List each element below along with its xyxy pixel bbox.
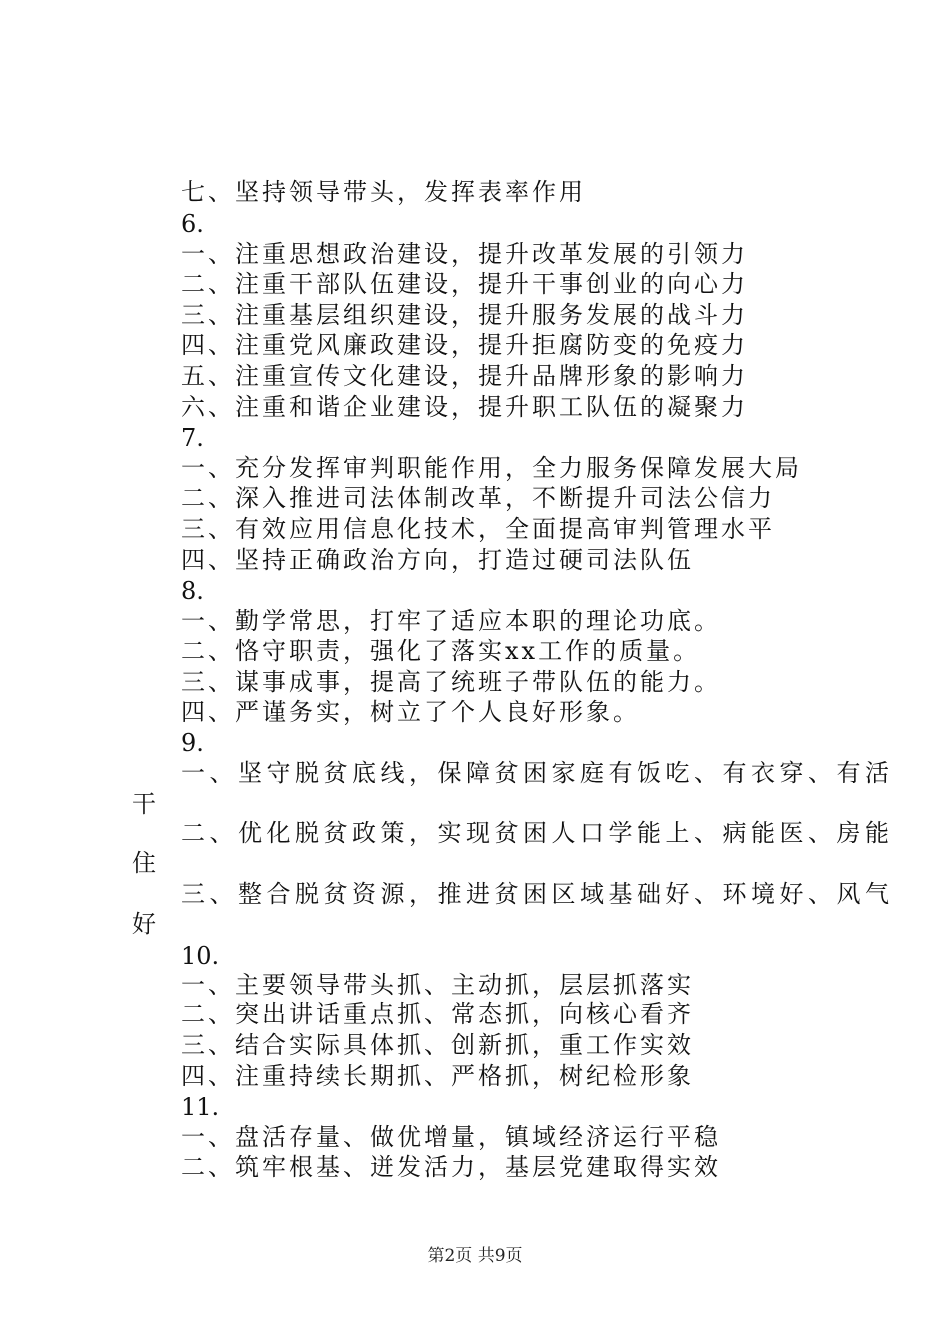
- section-number: 10.: [181, 942, 220, 970]
- text-line: 五、注重宣传文化建设，提升品牌形象的影响力: [181, 362, 748, 390]
- text-line: 一、注重思想政治建设，提升改革发展的引领力: [181, 240, 748, 268]
- text-line: 二、恪守职责，强化了落实xx工作的质量。: [181, 637, 701, 665]
- section-number: 9.: [181, 729, 204, 757]
- text-line: 三、有效应用信息化技术，全面提高审判管理水平: [181, 515, 775, 543]
- text-line: 二、注重干部队伍建设，提升干事创业的向心力: [181, 270, 748, 298]
- text-line: 二、优化脱贫政策，实现贫困人口学能上、病能医、房能: [181, 819, 894, 847]
- section-number: 11.: [181, 1093, 220, 1121]
- text-line: 二、筑牢根基、迸发活力，基层党建取得实效: [181, 1153, 721, 1181]
- text-line: 一、盘活存量、做优增量，镇域经济运行平稳: [181, 1123, 721, 1151]
- text-line: 三、注重基层组织建设，提升服务发展的战斗力: [181, 301, 748, 329]
- text-line: 六、注重和谐企业建设，提升职工队伍的凝聚力: [181, 393, 748, 421]
- text-line: 一、充分发挥审判职能作用，全力服务保障发展大局: [181, 454, 802, 482]
- page-footer: 第2页 共9页: [427, 1246, 523, 1266]
- text-line: 四、注重党风廉政建设，提升拒腐防变的免疫力: [181, 331, 748, 359]
- text-line: 四、严谨务实，树立了个人良好形象。: [181, 698, 640, 726]
- text-line: 四、注重持续长期抓、严格抓，树纪检形象: [181, 1062, 694, 1090]
- text-line: 二、突出讲话重点抓、常态抓，向核心看齐: [181, 1000, 694, 1028]
- text-line-continuation: 干: [132, 790, 159, 818]
- text-line: 四、坚持正确政治方向，打造过硬司法队伍: [181, 546, 694, 574]
- text-line: 七、坚持领导带头，发挥表率作用: [181, 178, 586, 206]
- text-line-continuation: 好: [132, 910, 159, 938]
- text-line: 三、结合实际具体抓、创新抓，重工作实效: [181, 1031, 694, 1059]
- section-number: 8.: [181, 577, 204, 605]
- text-line: 一、勤学常思，打牢了适应本职的理论功底。: [181, 607, 721, 635]
- text-line-continuation: 住: [132, 849, 159, 877]
- text-line: 三、整合脱贫资源，推进贫困区域基础好、环境好、风气: [181, 880, 894, 908]
- section-number: 6.: [181, 210, 204, 238]
- text-line: 一、坚守脱贫底线，保障贫困家庭有饭吃、有衣穿、有活: [181, 759, 894, 787]
- section-number: 7.: [181, 424, 204, 452]
- text-line: 三、谋事成事，提高了统班子带队伍的能力。: [181, 668, 721, 696]
- text-line: 二、深入推进司法体制改革，不断提升司法公信力: [181, 484, 775, 512]
- text-line: 一、主要领导带头抓、主动抓，层层抓落实: [181, 971, 694, 999]
